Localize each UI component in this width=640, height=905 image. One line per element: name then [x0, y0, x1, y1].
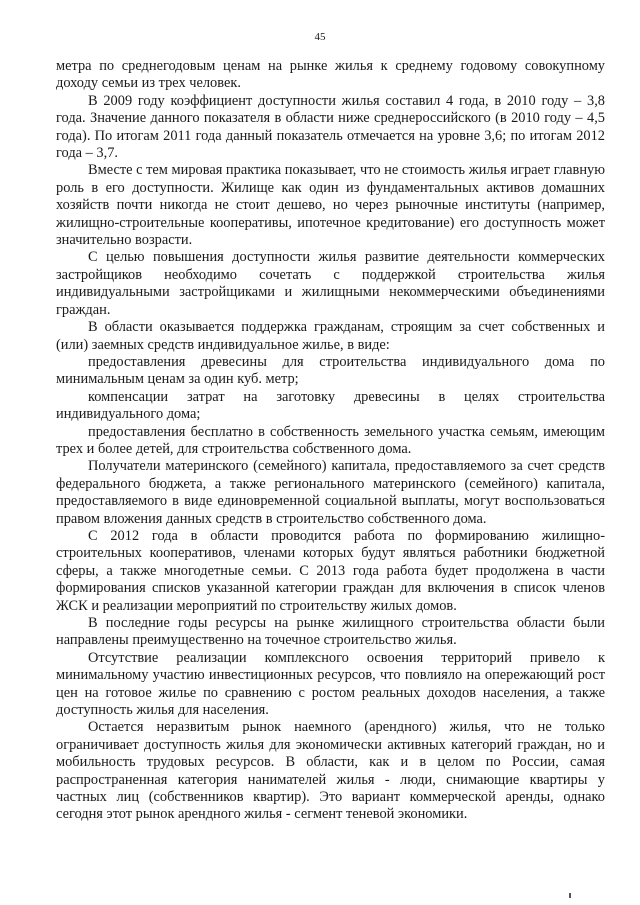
paragraph-complex-development: Отсутствие реализации комплексного освоения территорий привело к минимальному участию инвестиционных ресурсов, что повлияло на опережающий рост цен на готовое жилье по сравнению с ростом реальных доходов населения, а также доступность жилья для населения.	[56, 649, 605, 719]
scan-mark	[569, 893, 571, 898]
document-body	[56, 58, 605, 824]
paragraph-continuation: метра по среднегодовым ценам на рынке жилья к среднему годовому совокупному доходу семьи из трех человек.	[56, 58, 605, 92]
paragraph-affordability-coefficient: В 2009 году коэффициент доступности жилья составил 4 года, в 2010 году – 3,8 года. Значение данного показателя в области ниже среднероссийского (в 2010 году – 4,5 года). По итогам 2011 года данный показатель отмечается на уровне 3,6; по итогам 2012 года – 3,7.	[56, 92, 605, 162]
list-item-land-plot: предоставления бесплатно в собственность земельного участка семьям, имеющим трех и более детей, для строительства собственного дома.	[56, 423, 605, 457]
paragraph-cooperatives: С 2012 года в области проводится работа по формированию жилищно-строительных кооперативов, членами которых будут являться работники бюджетной сферы, а также многодетные семьи. С 2013 года работа будет продолжена в части формирования списков указанной категории граждан для включения в список членов ЖСК и реализации мероприятий по строительству жилых домов.	[56, 527, 605, 614]
paragraph-rental-market: Остается неразвитым рынок наемного (арендного) жилья, что не только ограничивает доступность жилья для экономически активных категорий граждан, но и мобильность трудовых ресурсов. В области, как и в целом по России, самая распространенная категория нанимателей жилья - люди, снимающие квартиры у частных лиц (собственников квартир). Это вариант коммерческой аренды, однако сегодня этот рынок арендного жилья - сегмент теневой экономики.	[56, 719, 605, 823]
page-number: 45	[314, 31, 326, 43]
paragraph-maternity-capital: Получатели материнского (семейного) капитала, предоставляемого за счет средств федерального бюджета, а также регионального материнского (семейного) капитала, предоставляемого в виде единовременной социальной выплаты, могут воспользоваться правом вложения данных средств в строительство собственного дома.	[56, 458, 605, 527]
paragraph-world-practice: Вместе с тем мировая практика показывает, что не стоимость жилья играет главную роль в его доступности. Жилище как один из фундаментальных активов домашних хозяйств почти никогда не стоит дешево, но через рыночные институты (например, жилищно-строительные кооперативы, ипотечное кредитование) его доступность может значительно возрасти.	[56, 162, 605, 249]
list-item-compensation: компенсации затрат на заготовку древесины в целях строительства индивидуального дома;	[56, 388, 605, 423]
list-item-timber: предоставления древесины для строительства индивидуального дома по минимальным ценам за один куб. метр;	[56, 353, 605, 388]
paragraph-spot-construction: В последние годы ресурсы на рынке жилищного строительства области были направлены преимущественно на точечное строительство жилья.	[56, 615, 605, 649]
paragraph-developers: С целью повышения доступности жилья развитие деятельности коммерческих застройщиков необходимо сочетать с поддержкой строительства жилья индивидуальными застройщиками и жилищными некоммерческими объединениями граждан.	[56, 249, 605, 318]
paragraph-support-intro: В области оказывается поддержка гражданам, строящим за счет собственных и (или) заемных средств индивидуальное жилье, в виде:	[56, 319, 605, 353]
